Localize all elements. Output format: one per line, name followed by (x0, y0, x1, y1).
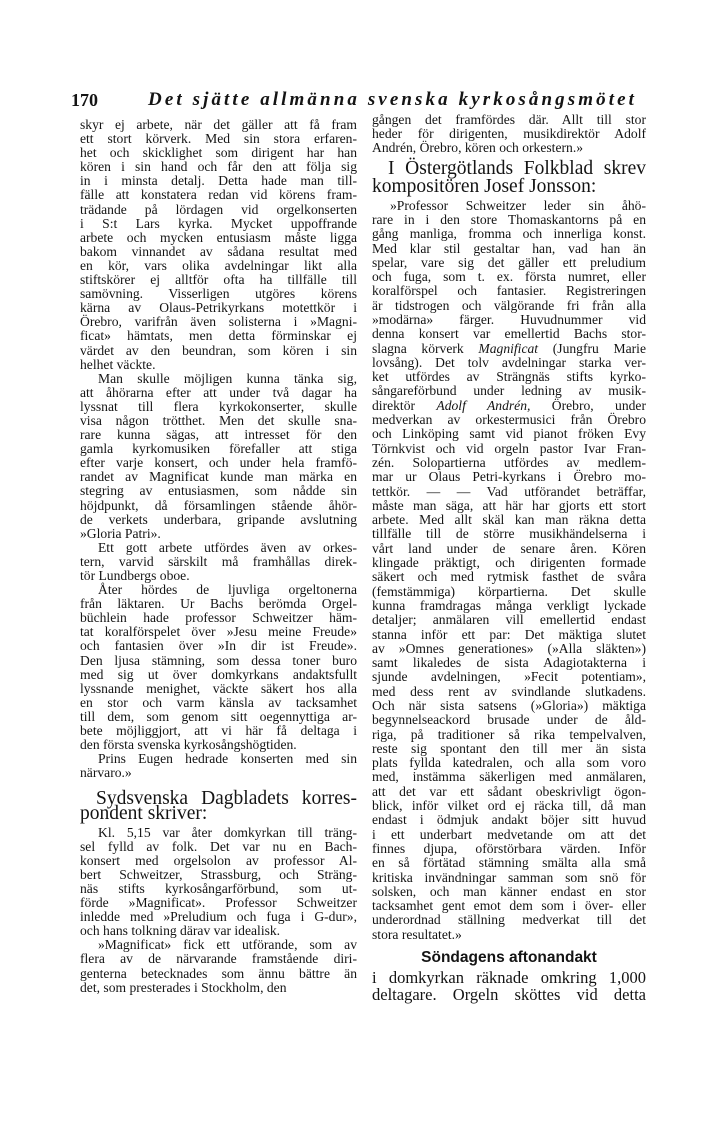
text-line: tern, varvid särskilt må framhållas direk- (80, 553, 357, 569)
text-line: Ett gott arbete utfördes även av orkes- (98, 539, 357, 555)
text-line: blick, inför vilket ord ej räcka till, då man (372, 798, 646, 814)
paragraph (80, 541, 357, 583)
paragraph (372, 113, 646, 156)
text-line: med, instämma säkerligen med anmälaren, (372, 769, 646, 785)
text-line: är tidstrogen och välgörande fri från alla (372, 297, 646, 313)
paragraph (372, 199, 646, 942)
text-line: närvaro.» (80, 765, 132, 781)
text-line: sångareförbund under ledning av musik- (372, 383, 646, 399)
text-line: näs stifts kyrkosångarförbund, som ut- (80, 880, 357, 896)
text-line: att åhörarna efter att under två dagar ha (80, 384, 357, 400)
text-line: en kör, vars olika avdelningar likt alla (80, 257, 357, 273)
text-line: in i minsta detalj. Detta hade man till- (80, 173, 357, 189)
text-line: Man skulle möjligen kunna tänka sig, (98, 370, 357, 386)
right-column (372, 113, 646, 1003)
text-line: sel fylld av folk. Det var nu en Bach- (80, 838, 357, 854)
text-line: büchlein hade professor Schweitzer häm- (80, 610, 357, 626)
text-line: fälle att konstatera redan vid körens fram- (80, 187, 357, 203)
text-segment: Örebro, under (530, 397, 646, 413)
italic-text: Magnificat (478, 340, 539, 356)
text-line: flera av de närvarande framstående diri- (80, 951, 357, 967)
text-line: Kl. 5,15 var åter domkyrkan till träng- (98, 824, 357, 840)
text-line: randet av Magnificat kunde man märka en (80, 469, 357, 485)
text-line: detaljer; anmälaren vill emellertid endast (372, 612, 646, 628)
text-line: riga, på traditioner så rika tempelvalven, (372, 726, 646, 742)
text-line: tettkör. — — Vad utförandet beträffar, (372, 483, 646, 499)
text-line: reste sig spontant den till mer än sista (372, 740, 646, 756)
text-line: en stor och varm känsla av tacksamhet (80, 694, 357, 710)
text-line: och Linköping samt vid pianot fröken Evy (372, 426, 646, 442)
text-line: deltagare. Orgeln sköttes vid detta (372, 985, 646, 1005)
text-line: »modärna» färger. Huvudnummer vid (372, 311, 646, 327)
text-line: Prins Eugen hedrade konserten med sin (98, 751, 357, 767)
text-line: gången det framfördes där. Allt till stor (372, 112, 646, 127)
text-line: Den ljusa stämning, som dessa toner buro (80, 652, 357, 668)
running-title: Det sjätte allmänna svenska kyrkosångsmötet (148, 89, 638, 110)
paragraph (80, 583, 357, 752)
text-line (372, 342, 646, 356)
paragraph (80, 826, 357, 939)
text-line: Törnkvist och vid orgeln pastor Ivar Fran- (372, 440, 646, 456)
text-line: och hans tolkning därav var idealisk. (80, 923, 281, 939)
text-line: ket utfördes av Strängnäs stifts kyrko- (372, 369, 646, 385)
text-line: förde »Magnificat». Professor Schweitzer (80, 895, 357, 911)
text-line: från läktaren. Ur Bachs berömda Orgel- (80, 596, 357, 612)
text-line: samövning. Visserligen utgöres körens (80, 286, 357, 302)
text-line: solsken, och man känner endast en stor (372, 883, 646, 899)
page-number: 170 (71, 90, 98, 110)
text-line: lyssnat till flera kyrkokonserter, skulle (80, 398, 357, 414)
text-line: det, som presterades i Stockholm, den (80, 979, 287, 995)
text-line: endast i ödmjuk andakt böjer sitt huvud (372, 812, 646, 828)
text-line: måste man säga, att här har gjorts ett stort (372, 497, 646, 513)
text-line: inledde med »Preludium och fuga i G-dur», (80, 909, 357, 925)
text-line: rare in i den store Thomaskantorns på en (372, 211, 646, 227)
text-line: bete möjliggjort, att vi här få deltaga i (80, 723, 357, 739)
text-line: skyr ej arbete, när det gäller att få fram (80, 117, 357, 132)
text-line: och fuga, som t. ex. första numret, eller (372, 269, 646, 285)
text-line: spelar, vare sig det gäller ett preludium (372, 254, 646, 270)
text-segment: slagna körverk (372, 340, 479, 356)
text-line: medverkan av orkestermusici från Örebro (372, 412, 646, 428)
text-line: kören i sin hand och får den att följa sig (80, 159, 357, 175)
text-line: »Professor Schweitzer leder sin åhö- (390, 197, 646, 213)
text-line: mar ur Olaus Petri-kyrkans i Örebro mo- (372, 469, 646, 485)
text-line: koralförspel och fantasier. Registreringen (372, 283, 646, 299)
text-line: säkert och med rytmisk fasthet de svåra (372, 569, 646, 585)
paragraph (80, 938, 357, 994)
text-line: tacksamhet gent emot dem som i över- eller (372, 898, 646, 914)
paragraph (80, 372, 357, 541)
section-heading (80, 788, 357, 824)
text-line: ficat» hämtats, men detta förminskar ej (80, 328, 357, 344)
text-line: underordnad ställning medverkat till det (372, 912, 646, 928)
text-line: att det var ett sådant obeskrivligt ögon- (372, 783, 646, 799)
text-line: trädande på lördagen vid orgelkonserten (80, 201, 357, 217)
left-column (80, 118, 357, 995)
text-line: arbete och mycken entusiasm måste ligga (80, 229, 357, 245)
text-line: bert Schweitzer, Strassburg, och Sträng- (80, 866, 357, 882)
text-line: bakom vinnandet av sådana resultat med (80, 243, 357, 259)
text-line: tör Lundbergs oboe. (80, 568, 190, 583)
text-line: het och skicklighet som dirigent har han (80, 145, 357, 161)
text-line: stegring av entusiasmen, som nådde sin (80, 483, 357, 499)
text-line: med dess rent av svindlande slutkadens. (372, 683, 646, 699)
text-line: och fantasien över »In dir ist Freude». (80, 638, 357, 654)
text-line: Örebro, varifrån även solisterna i »Magni- (80, 314, 357, 330)
text-line: tat koralförspelet över »Jesu meine Freude» (80, 624, 357, 640)
text-line: efter varje konsert, och under hela framfö- (80, 455, 357, 471)
text-line: Åter hördes de ljuvliga orgeltonerna (98, 582, 357, 598)
text-line: i ett underbart medvetande om att det (372, 826, 646, 842)
text-line: kunna framdragas många verkligt lyckade (372, 597, 646, 613)
text-line: den första svenska kyrkosångshögtiden. (80, 737, 297, 753)
text-line: rare kunna sägas, att intresset för den (80, 427, 357, 443)
paragraph (80, 752, 357, 780)
text-line: i domkyrkan räknade omkring 1,000 (372, 968, 646, 988)
text-line: denna konsert var emellertid Bachs stor- (372, 326, 646, 342)
text-line: stiftskörer ej alltför ofta ha tillfälle till (80, 272, 357, 288)
text-line: lyssnande menighet, väckte säkert hos alla (80, 680, 357, 696)
text-line: visa någon trötthet. Men det skulle sna- (80, 412, 357, 428)
text-line: helhet väckte. (80, 356, 156, 372)
text-segment: direktör (372, 397, 437, 413)
text-line: höjdpunkt, då församlingen stående åhör- (80, 497, 357, 513)
subheading (372, 949, 646, 967)
text-line: zén. Solopartierna utfördes av medlem- (372, 454, 646, 470)
text-line: Andrén, Örebro, kören och orkestern.» (372, 140, 584, 156)
text-line: stanna inför ett par: Det mäktiga slutet (372, 626, 646, 642)
text-line: begynnelseackord brusade under de åld- (372, 712, 646, 728)
text-line: Och när sista satsens (»Gloria») mäktiga (372, 698, 646, 713)
text-line: av »Omnes generationes» (»Alla släkten») (372, 640, 646, 656)
text-line: gång manliga, fromma och innerliga konst. (372, 226, 646, 242)
text-line: samt likaledes de sista Adagiotakterna i (372, 655, 646, 671)
text-line: kritiska invändningar samman som snö för (372, 869, 646, 885)
section-heading (372, 157, 646, 197)
text-line: klingade präktigt, och dirigenten formade (372, 555, 646, 571)
text-line: med sig ut över domkyrkans andaktsfullt (80, 666, 357, 682)
text-line (372, 399, 646, 413)
italic-text: Adolf Andrén, (436, 397, 531, 413)
text-line: lovsång). Det tolv avdelningar starka ver- (372, 354, 646, 370)
text-line: (femstämmiga) körpartierna. Det skulle (372, 583, 646, 599)
text-line: heder för dirigenten, musikdirektör Adolf (372, 126, 646, 142)
text-line: Sydsvenska Dagbladets korres- (96, 788, 357, 810)
text-line: i S:t Lars kyrka. Mycket uppoffrande (80, 215, 357, 231)
text-line: »Magnificat» fick ett utförande, som av (98, 937, 357, 953)
text-line: till dem, som genom sitt oegennyttiga ar- (80, 708, 357, 724)
text-line: vårt land under de senare åren. Kören (372, 540, 646, 556)
text-line: sjunde avdelningen, »Fecit potentiam», (372, 669, 646, 685)
text-line: en så förtätad stämning smälta alla små (372, 855, 646, 871)
text-line: de verkets underbara, gripande avslutning (80, 511, 357, 527)
text-line: I Östergötlands Folkblad skrev (388, 157, 646, 179)
text-line: ett stort körverk. Med sin stora erfaren- (80, 131, 357, 147)
text-line: kompositören Josef Jonsson: (372, 175, 597, 197)
text-line: värdet av den beundran, som kören i sin (80, 342, 357, 358)
text-line: Med klar stil gestaltar han, vad han än (372, 240, 646, 256)
text-line: stora resultatet.» (372, 926, 462, 942)
text-line: gamla kyrkomusiken förefaller att stiga (80, 441, 357, 457)
text-line: finnes djupa, oförstörbara värden. Inför (372, 840, 646, 856)
text-line: konsert med orgelsolon av professor Al- (80, 852, 357, 868)
text-line: Söndagens aftonandakt (421, 949, 597, 967)
text-line: tillfälle till de större musikhändelserna i (372, 526, 646, 542)
text-line: plats fyllda katedralen, och alla som voro (372, 755, 646, 771)
text-segment: (Jungfru Marie (538, 340, 646, 356)
text-line: arbete. Med allt skäl kan man räkna detta (372, 512, 646, 528)
text-line: genterna betecknades som ännu bättre än (80, 965, 357, 981)
paragraph (80, 118, 357, 372)
lead-paragraph (372, 969, 646, 1003)
text-line: pondent skriver: (80, 802, 208, 824)
text-line: kärna av Olaus-Petrikyrkans motettkör i (80, 300, 357, 316)
text-line: »Gloria Patri». (80, 525, 161, 541)
